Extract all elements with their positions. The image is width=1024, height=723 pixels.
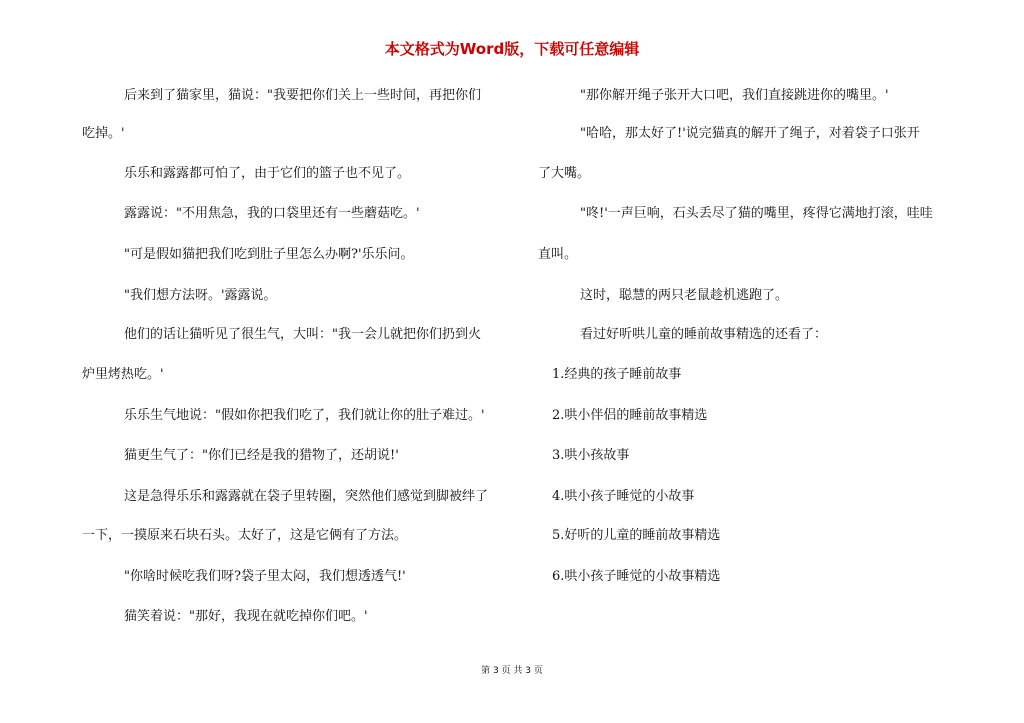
paragraph-line: 露露说："不用焦急，我的口袋里还有一些蘑菇吃。' [124, 206, 420, 221]
paragraph-line: 他们的话让猫听见了很生气，大叫："我一会儿就把你们扔到火 [124, 327, 481, 342]
list-item: 2.哄小伴侣的睡前故事精选 [552, 408, 708, 423]
paragraph-line: 猫笑着说："那好，我现在就吃掉你们吧。' [124, 609, 368, 624]
paragraph-line: 直叫。 [538, 247, 578, 262]
list-item: 5.好听的儿童的睡前故事精选 [552, 528, 721, 543]
page-number-footer: 第 3 页 共 3 页 [481, 666, 543, 676]
paragraph-line: "可是假如猫把我们吃到肚子里怎么办啊?'乐乐问。 [124, 247, 414, 262]
list-item: 3.哄小孩故事 [552, 448, 630, 463]
paragraph-line: "哈哈，那太好了!'说完猫真的解开了绳子，对着袋子口张开 [580, 126, 920, 141]
paragraph-line: "你啥时候吃我们呀?袋子里太闷，我们想透透气!' [124, 569, 406, 584]
paragraph-line: "咚!'一声巨响，石头丢尽了猫的嘴里，疼得它满地打滚，哇哇 [580, 206, 933, 221]
paragraph-line: 炉里烤热吃。' [82, 367, 164, 382]
paragraph-line: "那你解开绳子张开大口吧，我们直接跳进你的嘴里。' [580, 88, 889, 103]
list-item: 4.哄小孩子睡觉的小故事 [552, 489, 695, 504]
paragraph-line: 后来到了猫家里，猫说："我要把你们关上一些时间，再把你们 [124, 88, 481, 103]
paragraph-line: 了大嘴。 [538, 166, 591, 181]
paragraph-line: 猫更生气了："你们已经是我的猎物了，还胡说!' [124, 448, 399, 463]
paragraph-line: 乐乐生气地说："假如你把我们吃了，我们就让你的肚子难过。' [124, 408, 485, 423]
paragraph-line: 一下，一摸原来石块石头。太好了，这是它俩有了方法。 [82, 528, 408, 543]
paragraph-line: "我们想方法呀。'露露说。 [124, 288, 277, 303]
paragraph-line: 吃掉。' [82, 126, 125, 141]
paragraph-line: 看过好听哄儿童的睡前故事精选的还看了： [580, 327, 828, 342]
paragraph-line: 这是急得乐乐和露露就在袋子里转圈，突然他们感觉到脚被绊了 [124, 489, 489, 504]
paragraph-line: 这时，聪慧的两只老鼠趁机逃跑了。 [580, 288, 789, 303]
paragraph-line: 乐乐和露露都可怕了，由于它们的篮子也不见了。 [124, 166, 411, 181]
document-header-title: 本文格式为Word版，下载可任意编辑 [384, 40, 640, 58]
list-item: 1.经典的孩子睡前故事 [552, 367, 682, 382]
list-item: 6.哄小孩子睡觉的小故事精选 [552, 569, 721, 584]
